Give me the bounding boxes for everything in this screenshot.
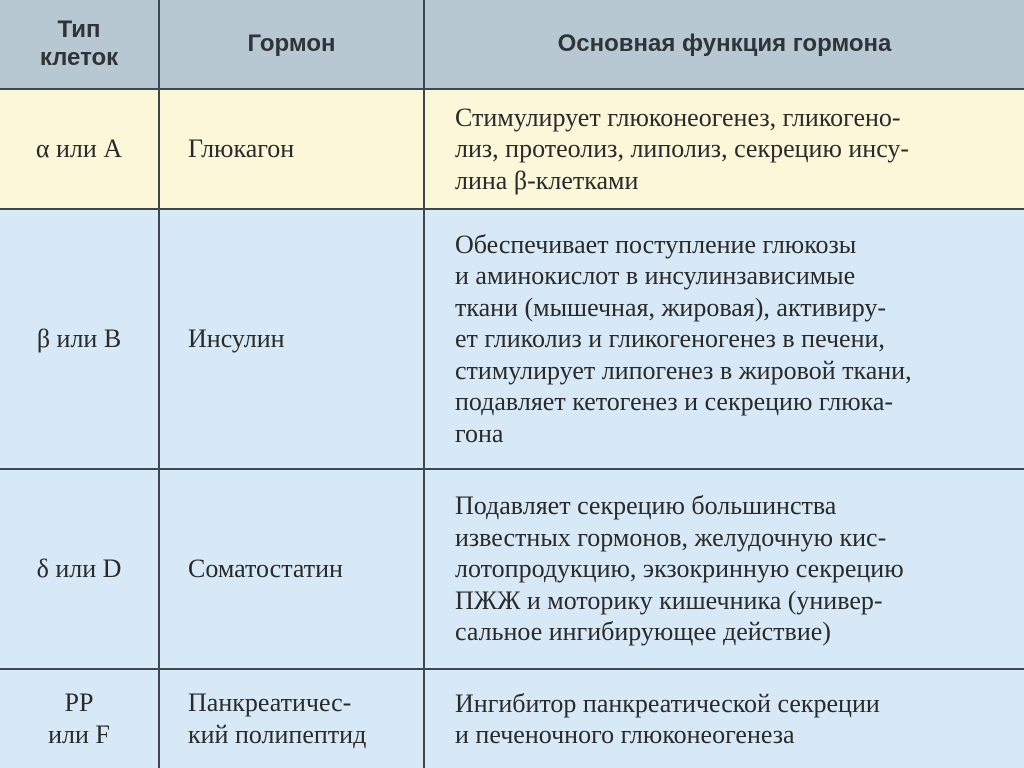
cell-function <box>424 669 1024 768</box>
cell-type-line: PP <box>64 688 94 717</box>
cell-type-line: или F <box>48 720 110 749</box>
cell-type <box>0 469 159 669</box>
table-row-delta <box>0 469 1024 669</box>
cell-type <box>0 669 159 768</box>
function-line: ткани (мышечная, жировая), активиру- <box>455 292 887 322</box>
cell-type <box>0 89 159 209</box>
cell-hormone-line: Соматостатин <box>188 554 343 583</box>
cell-type-line: β или B <box>36 324 122 353</box>
function-line: и аминокислот в инсулинзависимые <box>455 261 856 291</box>
header-function: Основная функция гормона <box>424 0 1024 89</box>
cell-hormone <box>159 209 424 469</box>
function-line: лиз, протеолиз, липолиз, секрецию инсу- <box>455 134 910 164</box>
function-line: известных гормонов, желудочную кис- <box>455 522 887 552</box>
cell-hormone-line: Панкреатичес- <box>188 688 352 717</box>
header-cell-type-line: клеток <box>39 44 119 71</box>
function-line: лина β-клетками <box>455 165 639 195</box>
cell-hormone <box>159 89 424 209</box>
cell-function <box>424 209 1024 469</box>
function-line: сальное ингибирующее действие) <box>455 617 831 647</box>
function-line: и печеночного глюконеогенеза <box>455 720 795 749</box>
header-hormone: Гормон <box>159 0 424 89</box>
cell-hormone <box>159 469 424 669</box>
header-cell-type-line: Тип <box>57 16 101 43</box>
cell-function <box>424 89 1024 209</box>
function-line: гона <box>455 418 504 448</box>
function-line: Ингибитор панкреатической секреции <box>455 688 880 718</box>
function-line: подавляет кетогенез и секрецию глюка- <box>455 387 894 417</box>
cell-type-line: α или A <box>35 134 123 163</box>
table-row-beta <box>0 209 1024 469</box>
table-row-alpha <box>0 89 1024 209</box>
function-line: Обеспечивает поступление глюкозы <box>455 229 857 259</box>
function-line: ПЖЖ и моторику кишечника (универ- <box>455 585 883 615</box>
function-line: стимулирует липогенез в жировой ткани, <box>455 355 912 385</box>
function-line: лотопродукцию, экзокринную секрецию <box>455 554 904 584</box>
table-row-pp <box>0 669 1024 768</box>
cell-hormone-line: Инсулин <box>188 324 285 353</box>
cell-function <box>424 469 1024 669</box>
table-header-row <box>0 0 1024 89</box>
cell-type <box>0 209 159 469</box>
function-line: Стимулирует глюконеогенез, гликогено- <box>455 102 901 132</box>
cell-type-line: δ или D <box>36 554 122 583</box>
cell-hormone-line: кий полипептид <box>188 720 367 749</box>
function-line: ет гликолиз и гликогеногенез в печени, <box>455 324 885 354</box>
function-line: Подавляет секрецию большинства <box>455 491 837 521</box>
header-cell-type <box>0 0 159 89</box>
cell-hormone <box>159 669 424 768</box>
cell-hormone-line: Глюкагон <box>188 134 295 163</box>
